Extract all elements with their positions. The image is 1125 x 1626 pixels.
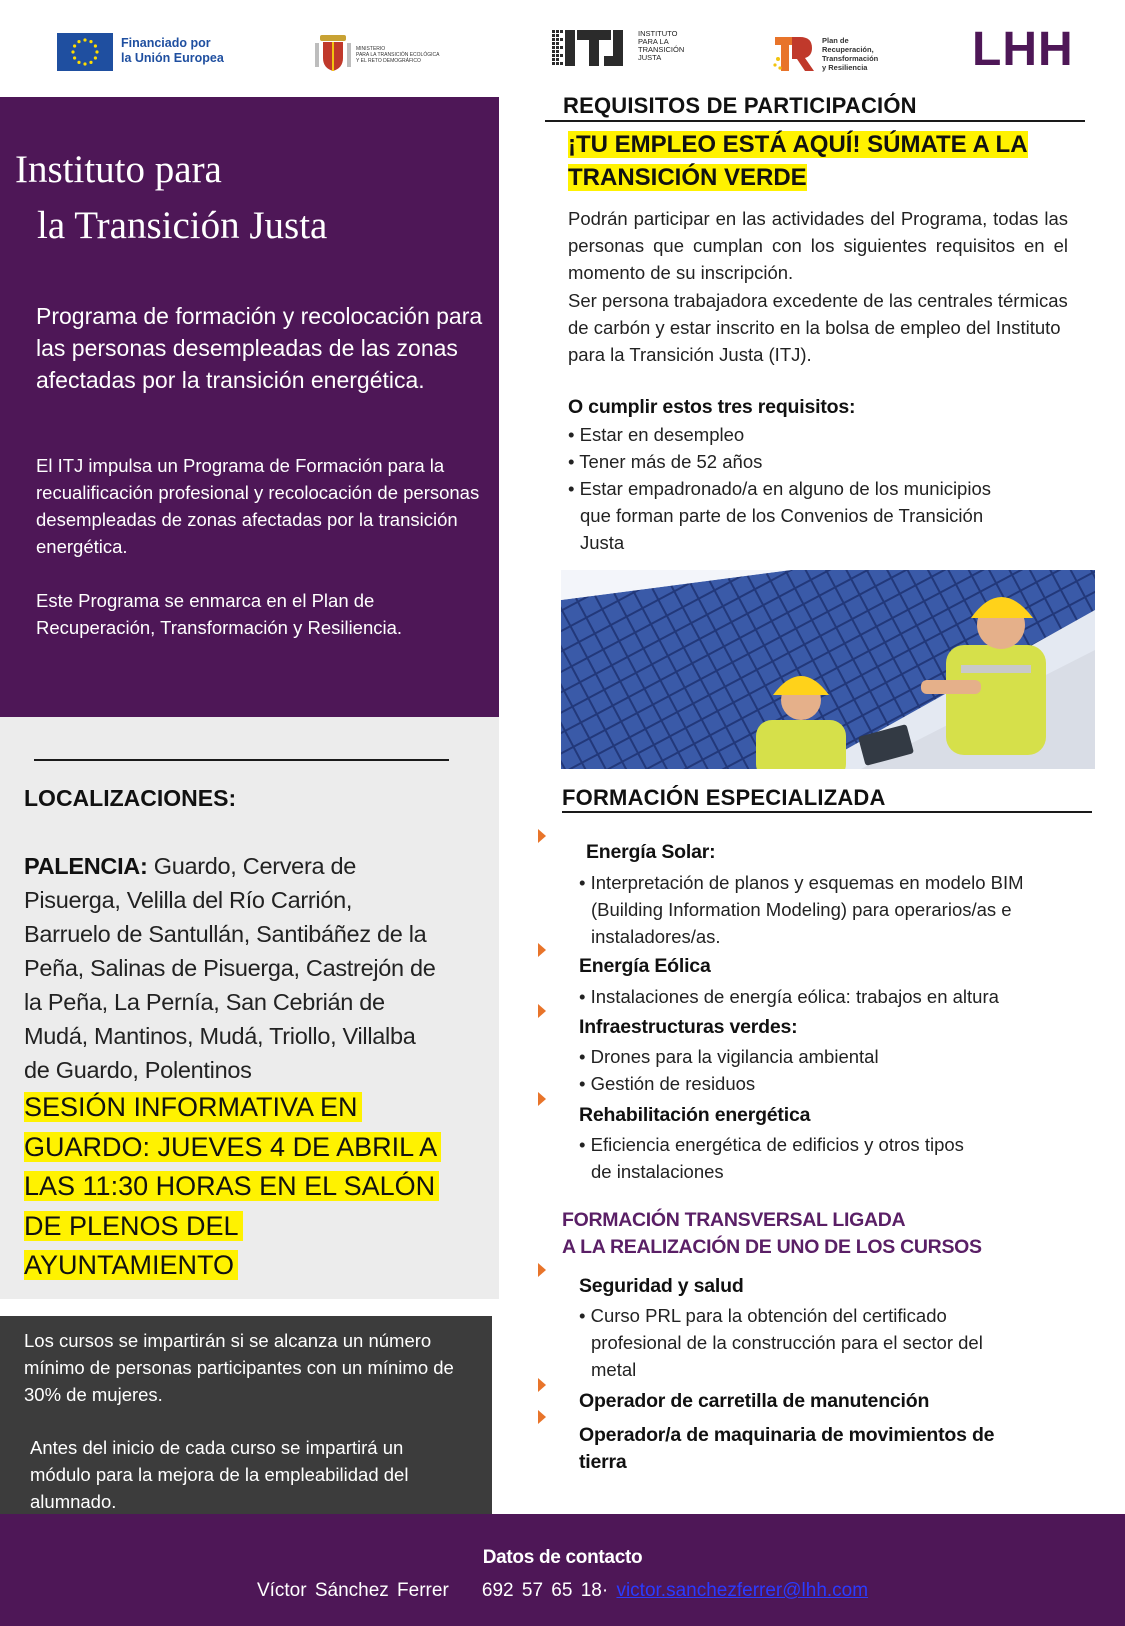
course-forklift-title: Operador de carretilla de manutención — [579, 1390, 930, 1412]
program-framework: Este Programa se enmarca en el Plan de Recuperación, Transformación y Resiliencia. — [36, 590, 403, 638]
course-earthmoving-title: Operador/a de maquinaria de movimientos de tierra — [579, 1424, 995, 1473]
course-item-text: Eficiencia energética de edificios y otros tipos de instalaciones — [590, 1134, 964, 1182]
eu-text-line: Financiado por — [121, 36, 211, 50]
course-safety-items — [579, 1302, 1019, 1383]
requirements-coal-workers: Ser persona trabajadora excedente de las centrales térmicas de carbón y estar inscrito en la bolsa de empleo del Instituto para la Transición Justa (ITJ). — [568, 290, 1068, 365]
bullet-arrow-icon — [538, 1092, 546, 1106]
bullet-arrow-icon — [538, 1004, 546, 1018]
requirement-item: • Estar empadronado/a en alguno de los municipios que forman parte de los Convenios de Transición Justa — [568, 478, 991, 553]
divider — [34, 759, 449, 761]
eu-funding-text — [121, 36, 224, 66]
bullet-arrow-icon — [538, 1410, 546, 1424]
requirements-intro: Podrán participar en las actividades del Programa, todas las personas que cumplan con los siguientes requisitos en el momento de su inscripción. — [568, 208, 1068, 283]
itj-text-line: JUSTA — [638, 53, 662, 62]
course-item: • Instalaciones de energía eólica: trabajos en altura — [579, 986, 999, 1007]
bullet-arrow-icon — [538, 1378, 546, 1392]
program-description: El ITJ impulsa un Programa de Formación para la recualificación profesional y recolocación de personas desempleadas de zonas afectadas por la transición energética. — [36, 455, 480, 557]
three-requirements-heading: O cumplir estos tres requisitos: — [568, 396, 856, 418]
requirement-text: Estar empadronado/a en alguno de los municipios que forman parte de los Convenios de Transición Justa — [579, 478, 991, 553]
contact-name: Víctor Sánchez Ferrer — [256, 1580, 449, 1601]
slogan-banner — [568, 128, 1098, 194]
requirements-rule — [545, 120, 1085, 122]
course-solar-title: Energía Solar: — [586, 841, 716, 863]
locations-heading: LOCALIZACIONES: — [24, 785, 237, 811]
eu-flag-logo — [57, 33, 113, 71]
bullet-arrow-icon — [538, 943, 546, 957]
bullet-arrow-icon — [538, 1263, 546, 1277]
minimum-participants-note: Los cursos se impartirán si se alcanza un número mínimo de personas participantes con un mínimo de 30% de mujeres. — [24, 1330, 454, 1405]
ministry-text-line: Y EL RETO DEMOGRÁFICO — [356, 58, 421, 64]
contact-email-link[interactable]: victor.sanchezferrer@lhh.com — [616, 1580, 869, 1601]
requirement-item: • Estar en desempleo — [568, 424, 745, 445]
course-item: • Eficiencia energética de edificios y otros tipos de instalaciones — [579, 1134, 964, 1182]
eu-stars-icon — [57, 33, 113, 71]
course-green-infra-title: Infraestructuras verdes: — [579, 1016, 798, 1038]
institute-title — [15, 142, 485, 254]
course-item: • Gestión de residuos — [579, 1073, 756, 1094]
specialized-training-heading: FORMACIÓN ESPECIALIZADA — [562, 785, 886, 810]
course-wind-title: Energía Eólica — [579, 955, 711, 977]
solar-workers-photo — [561, 570, 1095, 769]
course-wind-items — [579, 983, 1059, 1010]
course-item: • Drones para la vigilancia ambiental — [579, 1046, 879, 1067]
contact-phone: 692 57 65 18· — [481, 1580, 609, 1601]
ministry-text-line: MINISTERIO — [356, 46, 386, 52]
info-session-banner — [24, 1088, 444, 1286]
prtr-text-line: Recuperación, — [822, 45, 874, 54]
spain-coat-of-arms-icon — [314, 33, 352, 73]
itj-text-line: INSTITUTO — [638, 29, 678, 38]
province-label: PALENCIA: — [24, 853, 148, 879]
info-session-text: SESIÓN INFORMATIVA EN GUARDO: JUEVES 4 DE ABRIL A LAS 11:30 HORAS EN EL SALÓN DE PLENOS DEL AYUNTAMIENTO — [24, 1092, 441, 1280]
title-line-1: Instituto para — [15, 148, 222, 191]
requirements-heading: REQUISITOS DE PARTICIPACIÓN — [563, 93, 917, 118]
course-item-text: Gestión de residuos — [590, 1073, 756, 1094]
ministry-text — [356, 46, 466, 64]
itj-logo-text — [638, 30, 684, 62]
title-line-2: la Transición Justa — [37, 204, 328, 247]
itj-text-line: TRANSICIÓN — [638, 45, 685, 54]
course-item: • Curso PRL para la obtención del certificado profesional de la construcción para el sector del metal — [579, 1305, 983, 1380]
course-item-text: Interpretación de planos y esquemas en modelo BIM (Building Information Modeling) para operarios/as e instaladores/as. — [590, 872, 1024, 947]
prtr-text-line: Transformación — [822, 54, 879, 63]
contact-footer — [0, 1514, 1125, 1626]
recovery-plan-logo-mark — [772, 33, 814, 73]
contact-details — [0, 1580, 1125, 1602]
program-intro: Programa de formación y recolocación para las personas desempleadas de las zonas afectadas por la transición energética. — [36, 303, 483, 393]
bullet-arrow-icon — [538, 829, 546, 843]
course-safety-title: Seguridad y salud — [579, 1275, 744, 1297]
transversal-heading-line: FORMACIÓN TRANSVERSAL LIGADA — [562, 1209, 906, 1231]
recovery-plan-text — [822, 36, 878, 72]
course-item-text: Curso PRL para la obtención del certificado profesional de la construcción para el sector del metal — [590, 1305, 983, 1380]
employability-module-note: Antes del inicio de cada curso se impartirá un módulo para la mejora de la empleabilidad del alumnado. — [30, 1437, 409, 1512]
prtr-text-line: Plan de — [822, 36, 849, 45]
itj-text-line: PARA LA — [638, 37, 669, 46]
towns-text: Guardo, Cervera de Pisuerga, Velilla del Río Carrión, Barruelo de Santullán, Santibáñez de la Peña, Salinas de Pisuerga, Castrejón de la Peña, La Pernía, San Cebrián de Mudá, Mantinos, Mudá, Triollo, Villalba de Guardo, Polentinos — [24, 853, 436, 1083]
locations-list — [24, 849, 444, 1087]
training-rule — [562, 811, 1092, 813]
transversal-training-heading — [562, 1207, 1042, 1261]
requirement-text: Tener más de 52 años — [579, 451, 763, 472]
requirement-item: • Tener más de 52 años — [568, 451, 763, 472]
course-item-text: Instalaciones de energía eólica: trabajos en altura — [590, 986, 999, 1007]
slogan-text: ¡TU EMPLEO ESTÁ AQUÍ! SÚMATE A LA TRANSICIÓN VERDE — [568, 131, 1028, 191]
three-requirements-list — [568, 421, 1018, 556]
course-rehab-title: Rehabilitación energética — [579, 1104, 811, 1126]
transversal-heading-line: A LA REALIZACIÓN DE UNO DE LOS CURSOS — [562, 1236, 982, 1258]
course-rehab-items — [579, 1131, 979, 1185]
prtr-text-line: y Resiliencia — [822, 63, 868, 72]
eu-text-line: la Unión Europea — [121, 51, 224, 65]
course-solar-items — [579, 869, 1049, 950]
course-item-text: Drones para la vigilancia ambiental — [590, 1046, 879, 1067]
course-item: • Interpretación de planos y esquemas en modelo BIM (Building Information Modeling) para operarios/as e instaladores/as. — [579, 872, 1024, 947]
itj-logo-mark — [552, 28, 634, 68]
course-green-infra-items — [579, 1043, 1049, 1097]
requirement-text: Estar en desempleo — [579, 424, 745, 445]
contact-heading: Datos de contacto — [482, 1547, 643, 1568]
ministry-text-line: PARA LA TRANSICIÓN ECOLÓGICA — [356, 52, 440, 58]
lhh-logo: LHH — [972, 23, 1074, 76]
